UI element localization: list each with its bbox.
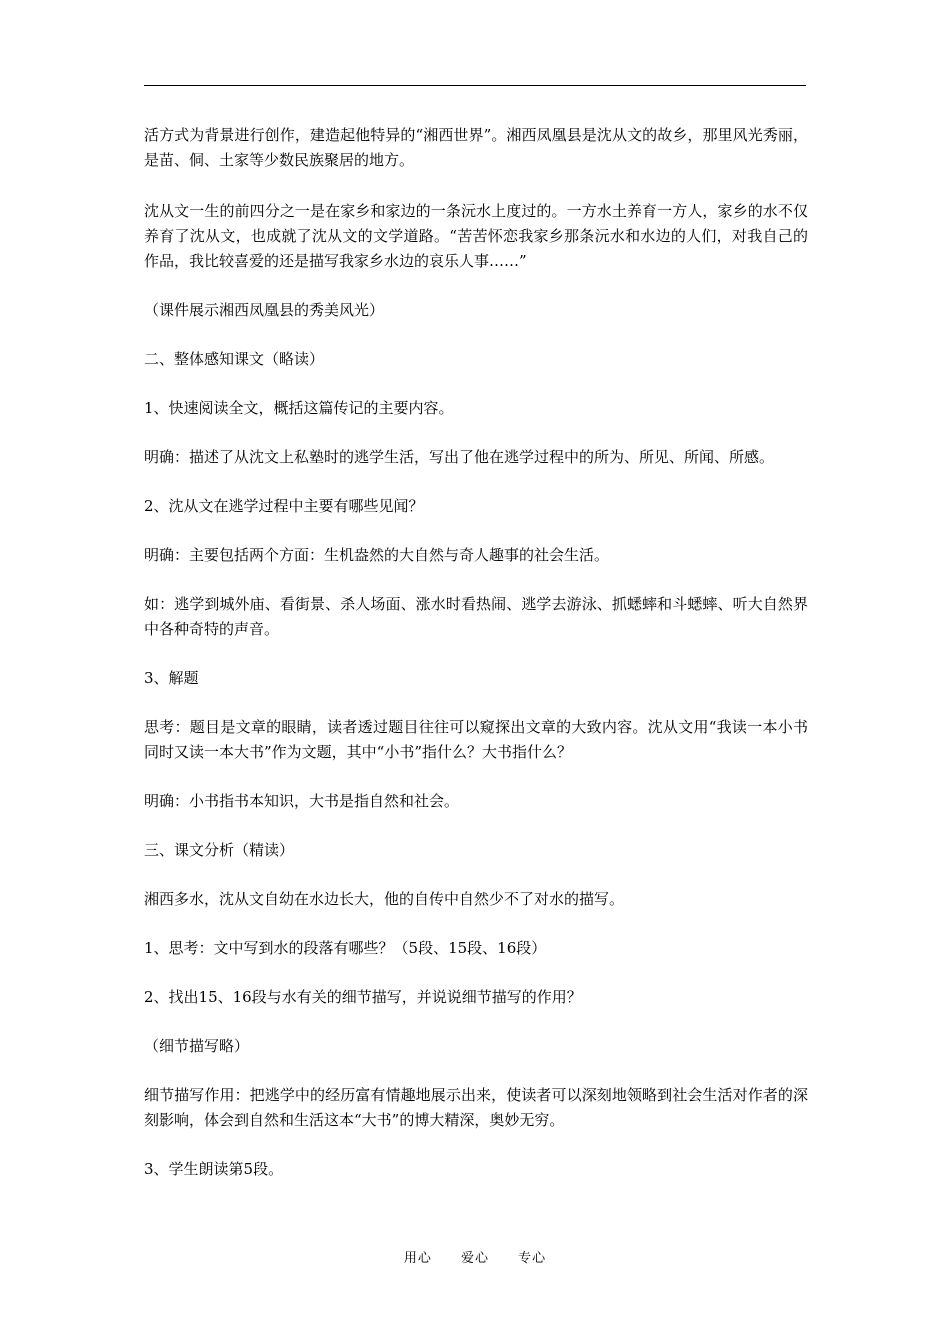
question: 3、学生朗读第5段。 xyxy=(144,1160,284,1178)
paragraph: （细节描写略） xyxy=(144,1037,250,1055)
question: 2、找出15、16段与水有关的细节描写，并说说细节描写的作用？ xyxy=(144,988,582,1006)
document-body xyxy=(144,123,808,1206)
section-heading: 三、课文分析（精读） xyxy=(144,841,295,859)
paragraph: （课件展示湘西凤凰县的秀美风光） xyxy=(144,301,385,319)
footer-text: 用心 xyxy=(403,1251,432,1266)
question: 2、沈从文在逃学过程中主要有哪些见闻？ xyxy=(144,497,424,515)
answer: 明确：小书指书本知识，大书是指自然和社会。 xyxy=(144,792,460,810)
page-footer xyxy=(0,1247,950,1266)
paragraph: 活方式为背景进行创作，建造起他特异的“湘西世界”。湘西凤凰县是沈从文的故乡，那里风光秀丽，是苗、侗、土家等少数民族聚居的地方。 xyxy=(144,126,808,169)
footer-text: 爱心 xyxy=(460,1251,489,1266)
question: 3、解题 xyxy=(144,669,199,687)
header-rule xyxy=(144,85,806,86)
answer: 明确：描述了从沈文上私塾时的逃学生活，写出了他在逃学过程中的所为、所见、所闻、所感。 xyxy=(144,448,775,466)
paragraph: 细节描写作用：把逃学中的经历富有情趣地展示出来，使读者可以深刻地领略到社会生活对作者的深刻影响，体会到自然和生活这本“大书”的博大精深，奥妙无穷。 xyxy=(144,1086,808,1129)
question: 1、快速阅读全文，概括这篇传记的主要内容。 xyxy=(144,399,454,417)
answer: 明确：主要包括两个方面：生机盎然的大自然与奇人趣事的社会生活。 xyxy=(144,546,610,564)
paragraph: 湘西多水，沈从文自幼在水边长大，他的自传中自然少不了对水的描写。 xyxy=(144,890,625,908)
paragraph: 沈从文一生的前四分之一是在家乡和家边的一条沅水上度过的。一方水土养育一方人，家乡的水不仅养育了沈从文，也成就了沈从文的文学道路。“苦苦怀恋我家乡那条沅水和水边的人们，对我自己的作品，我比较喜爱的还是描写我家乡水边的哀乐人事……” xyxy=(144,202,808,270)
footer-text: 专心 xyxy=(518,1251,547,1266)
paragraph: 思考：题目是文章的眼睛，读者透过题目往往可以窥探出文章的大致内容。沈从文用“我读一本小书同时又读一本大书”作为文题，其中“小书”指什么？大书指什么？ xyxy=(144,718,808,761)
question: 1、思考：文中写到水的段落有哪些？（5段、15段、16段） xyxy=(144,939,547,957)
section-heading: 二、整体感知课文（略读） xyxy=(144,350,325,368)
paragraph: 如：逃学到城外庙、看街景、杀人场面、涨水时看热闹、逃学去游泳、抓蟋蟀和斗蟋蟀、听大自然界中各种奇特的声音。 xyxy=(144,595,808,638)
